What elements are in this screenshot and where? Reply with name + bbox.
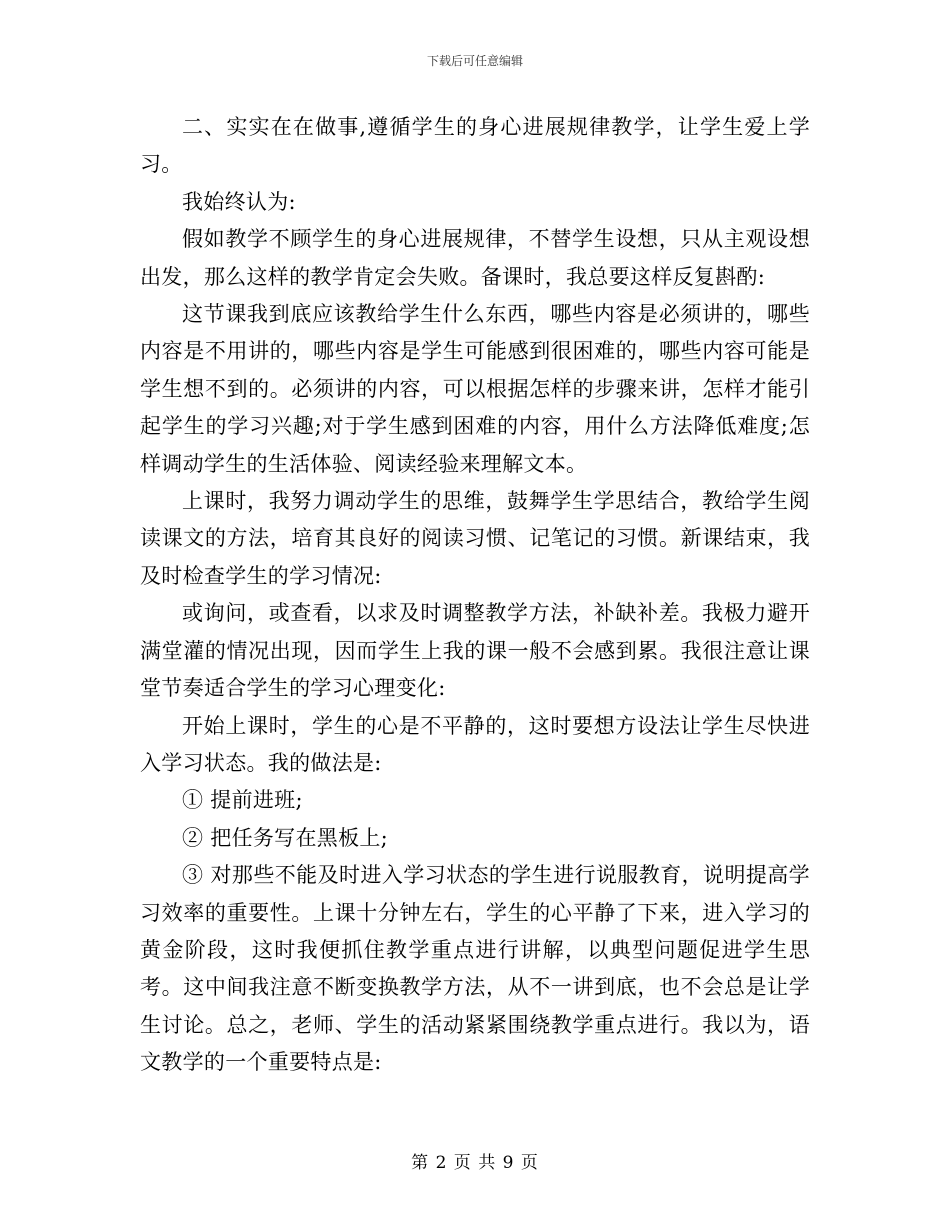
paragraph-heading: 二、实实在在做事,遵循学生的身心进展规律教学，让学生爱上学习。 (140, 115, 810, 177)
page-number: 第 2 页 共 9 页 (411, 1153, 539, 1173)
paragraph: 假如教学不顾学生的身心进展规律，不替学生设想，只从主观设想出发，那么这样的教学肯定会失败。备课时，我总要这样反复斟酌: (140, 227, 810, 289)
list-item: ① 提前进班; (182, 788, 303, 813)
page-header: 下载后可任意编辑 (426, 54, 523, 68)
paragraph: 开始上课时，学生的心是不平静的，这时要想方设法让学生尽快进入学习状态。我的做法是: (140, 713, 810, 775)
paragraph: 我始终认为: (182, 189, 296, 214)
document-body (140, 109, 810, 1082)
list-item: ② 把任务写在黑板上; (182, 825, 389, 850)
paragraph: 这节课我到底应该教给学生什么东西，哪些内容是必须讲的，哪些内容是不用讲的，哪些内容是学生可能感到很困难的，哪些内容可能是学生想不到的。必须讲的内容，可以根据怎样的步骤来讲，怎样才能引起学生的学习兴趣;对于学生感到困难的内容，用什么方法降低难度;怎样调动学生的生活体验、阅读经验来理解文本。 (140, 302, 810, 476)
paragraph: 或询问，或查看，以求及时调整教学方法，补缺补差。我极力避开满堂灌的情况出现，因而学生上我的课一般不会感到累。我很注意让课堂节奏适合学生的学习心理变化: (140, 601, 810, 701)
list-item: ③ 对那些不能及时进入学习状态的学生进行说服教育，说明提高学习效率的重要性。上课十分钟左右，学生的心平静了下来，进入学习的黄金阶段，这时我便抓住教学重点进行讲解，以典型问题促进学生思考。这中间我注意不断变换教学方法，从不一讲到底，也不会总是让学生讨论。总之，老师、学生的活动紧紧围绕教学重点进行。我以为，语文教学的一个重要特点是: (140, 863, 810, 1075)
paragraph: 上课时，我努力调动学生的思维，鼓舞学生学思结合，教给学生阅读课文的方法，培育其良好的阅读习惯、记笔记的习惯。新课结束，我及时检查学生的学习情况: (140, 489, 810, 588)
